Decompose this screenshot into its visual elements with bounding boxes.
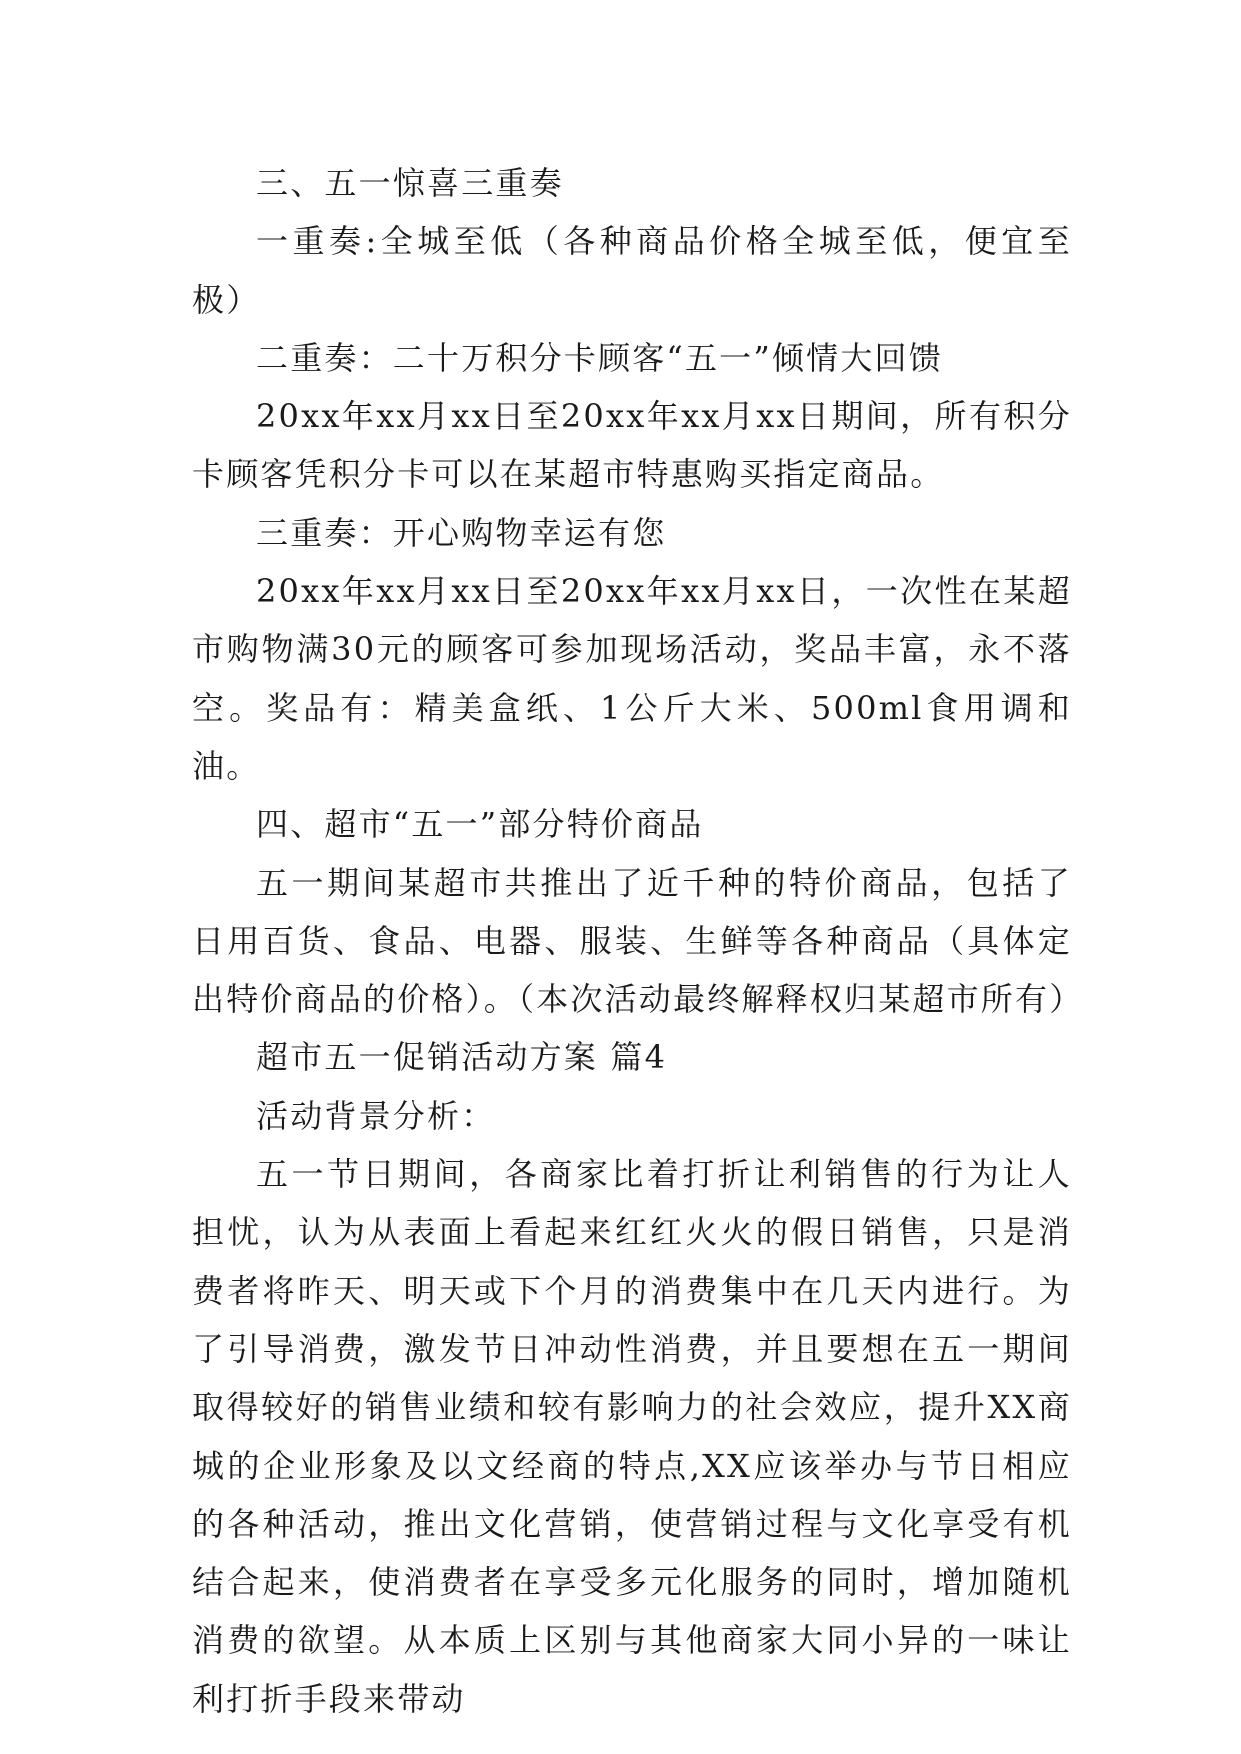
section-heading-surprise: 三、五一惊喜三重奏 bbox=[256, 164, 564, 202]
plan-title: 超市五一促销活动方案 篇4 bbox=[256, 1038, 668, 1077]
background-heading: 活动背景分析： bbox=[256, 1096, 496, 1135]
second-act-line: 二重奏：二十万积分卡顾客“五一”倾情大回馈 bbox=[256, 338, 943, 377]
specials-detail: 五一期间某超市共推出了近千种的特价商品，包括了日用百货、食品、电器、服装、生鲜等各种商品（具体定出特价商品的价格）。（本次活动最终解释权归某超市所有） bbox=[192, 863, 1084, 1019]
section-heading-specials: 四、超市“五一”部分特价商品 bbox=[256, 805, 704, 844]
third-act-detail: 20xx年xx月xx日至20xx年xx月xx日，一次性在某超市购物满30元的顾客可参加现场活动，奖品丰富，永不落空。奖品有：精美盒纸、1公斤大米、500ml食用调和油。 bbox=[192, 572, 1072, 785]
first-act-line: 一重奏:全城至低（各种商品价格全城至低，便宜至极） bbox=[192, 222, 1072, 319]
third-act-line: 三重奏：开心购物幸运有您 bbox=[256, 513, 667, 552]
document-body bbox=[192, 154, 1084, 1728]
background-paragraph: 五一节日期间，各商家比着打折让利销售的行为让人担忧，认为从表面上看起来红红火火的假日销售，只是消费者将昨天、明天或下个月的消费集中在几天内进行。为了引导消费，激发节日冲动性消费，并且要想在五一期间取得较好的销售业绩和较有影响力的社会效应，提升XX商城的企业形象及以文经商的特点,XX应该举办与节日相应的各种活动，推出文化营销，使营销过程与文化享受有机结合起来，使消费者在享受多元化服务的同时，增加随机消费的欲望。从本质上区别与其他商家大同小异的一味让利打折手段来带动 bbox=[192, 1155, 1072, 1718]
second-act-detail: 20xx年xx月xx日至20xx年xx月xx日期间，所有积分卡顾客凭积分卡可以在某超市特惠购买指定商品。 bbox=[192, 397, 1072, 494]
